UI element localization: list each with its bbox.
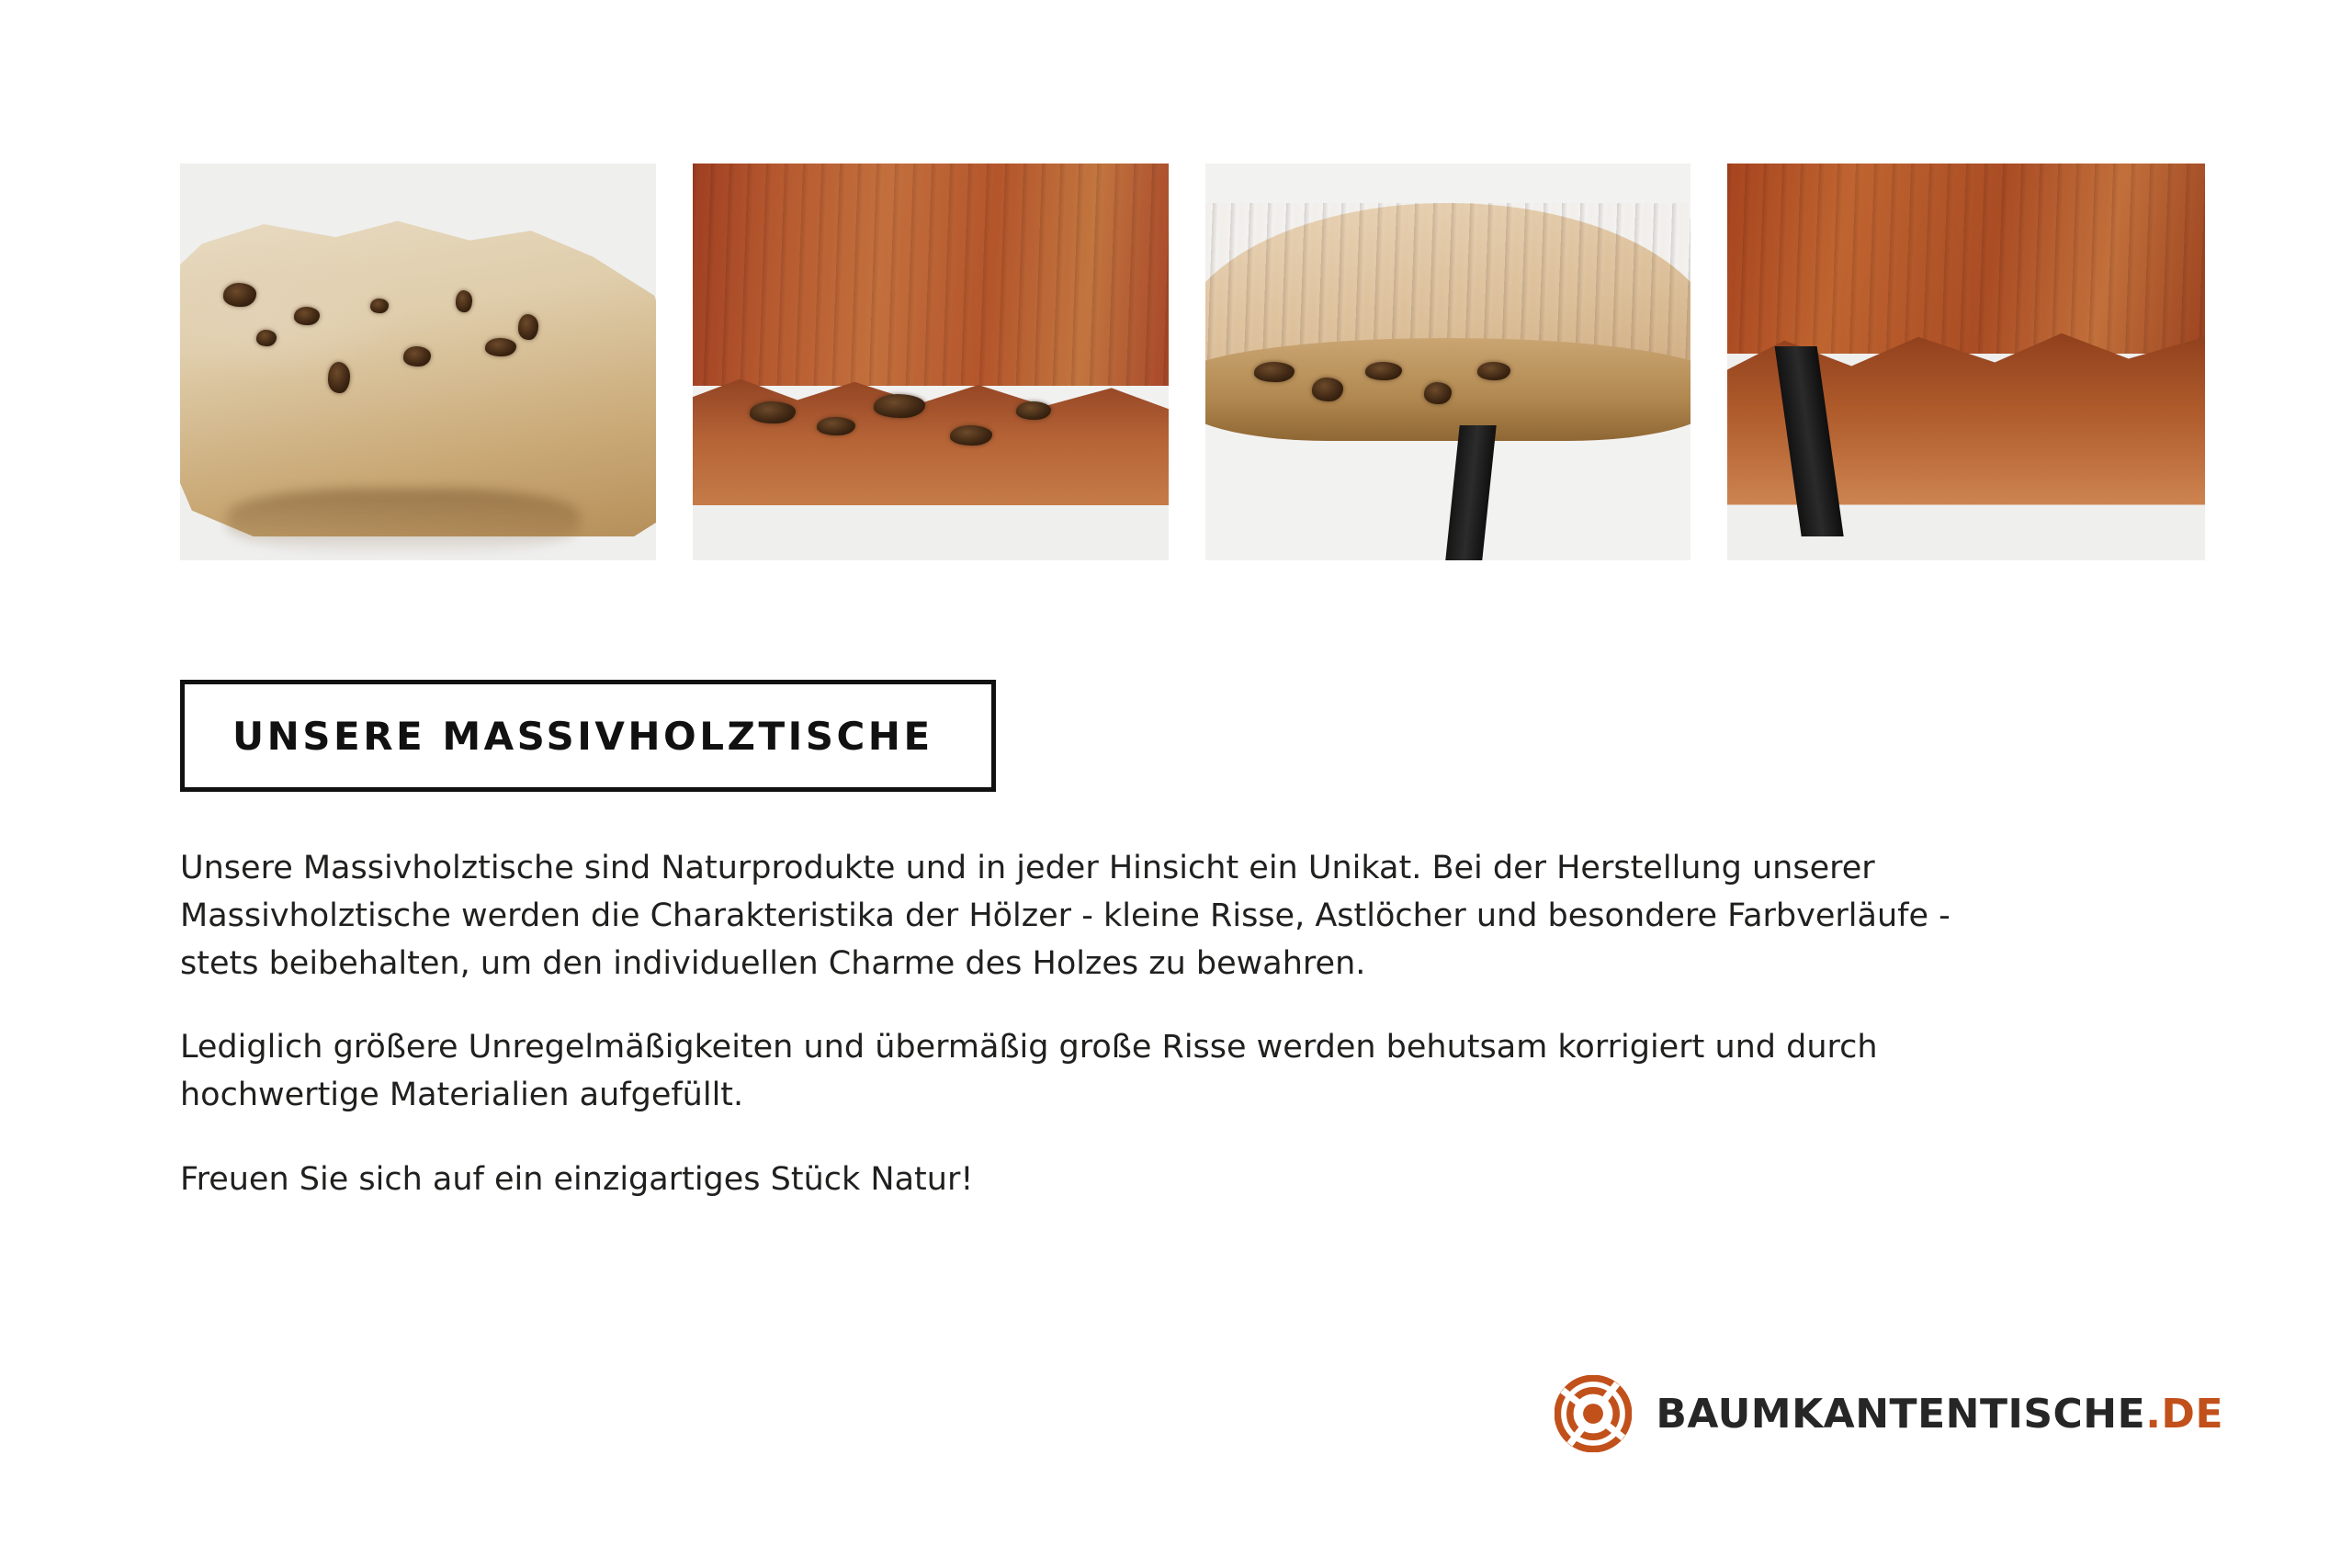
brand-wordmark [1656,1391,2223,1438]
gallery-image-4 [1727,164,2205,560]
table-top-surface [1727,164,2205,354]
gallery-image-1 [180,164,656,560]
page-title-box [180,680,996,792]
knot-hole [950,425,992,446]
paragraph-3: Freuen Sie sich auf ein einzigartiges Stück Natur! [180,1160,974,1198]
gallery [180,164,2231,560]
knot-hole [750,401,796,423]
table-top-surface [693,164,1169,386]
knot-hole [874,394,925,418]
knot-hole [817,417,855,435]
gallery-image-3 [1205,164,1690,560]
body-copy [180,845,2018,1204]
knot-hole [1477,362,1510,380]
knot-hole [223,283,256,307]
knot-hole [403,346,431,367]
knot-hole [370,299,389,313]
brand-tld: .DE [2145,1390,2223,1438]
page-title: UNSERE MASSIVHOLZTISCHE [232,713,933,759]
brand-logo [1555,1375,2223,1452]
paragraph-1: Unsere Massivholztische sind Naturprodukte und in jeder Hinsicht ein Unikat. Bei der Herstellung unserer Massivholztische werden die Charakteristika der Hölzer - kleine Risse, Astlöcher und besondere Farbverläufe - stets beibehalten, um den individuellen Charme des Holzes zu bewahren. [180,850,1951,982]
wood-grain [1727,164,2205,354]
wood-grain [693,164,1169,386]
paragraph-2: Lediglich größere Unregelmäßigkeiten und übermäßig große Risse werden behutsam korrigiert und durch hochwertige Materialien aufgefüllt. [180,1029,1878,1114]
baumkantentische-ring-logo-icon [1555,1375,1632,1452]
knot-hole [328,362,350,393]
knot-hole [1365,362,1402,380]
knot-hole [485,338,516,356]
knot-hole [1016,401,1051,420]
gallery-image-2 [693,164,1169,560]
photo-baseline [693,505,1169,560]
knot-hole [256,330,277,346]
knot-hole [1312,378,1343,401]
knot-hole [518,314,538,340]
photo-shadow [228,489,580,552]
knot-hole [294,307,320,325]
wood-slab-shape [180,211,656,536]
brand-name: BAUMKANTENTISCHE [1656,1390,2146,1438]
photo-baseline [1727,536,2205,560]
knot-hole [1424,382,1452,404]
knot-hole [1254,362,1295,382]
